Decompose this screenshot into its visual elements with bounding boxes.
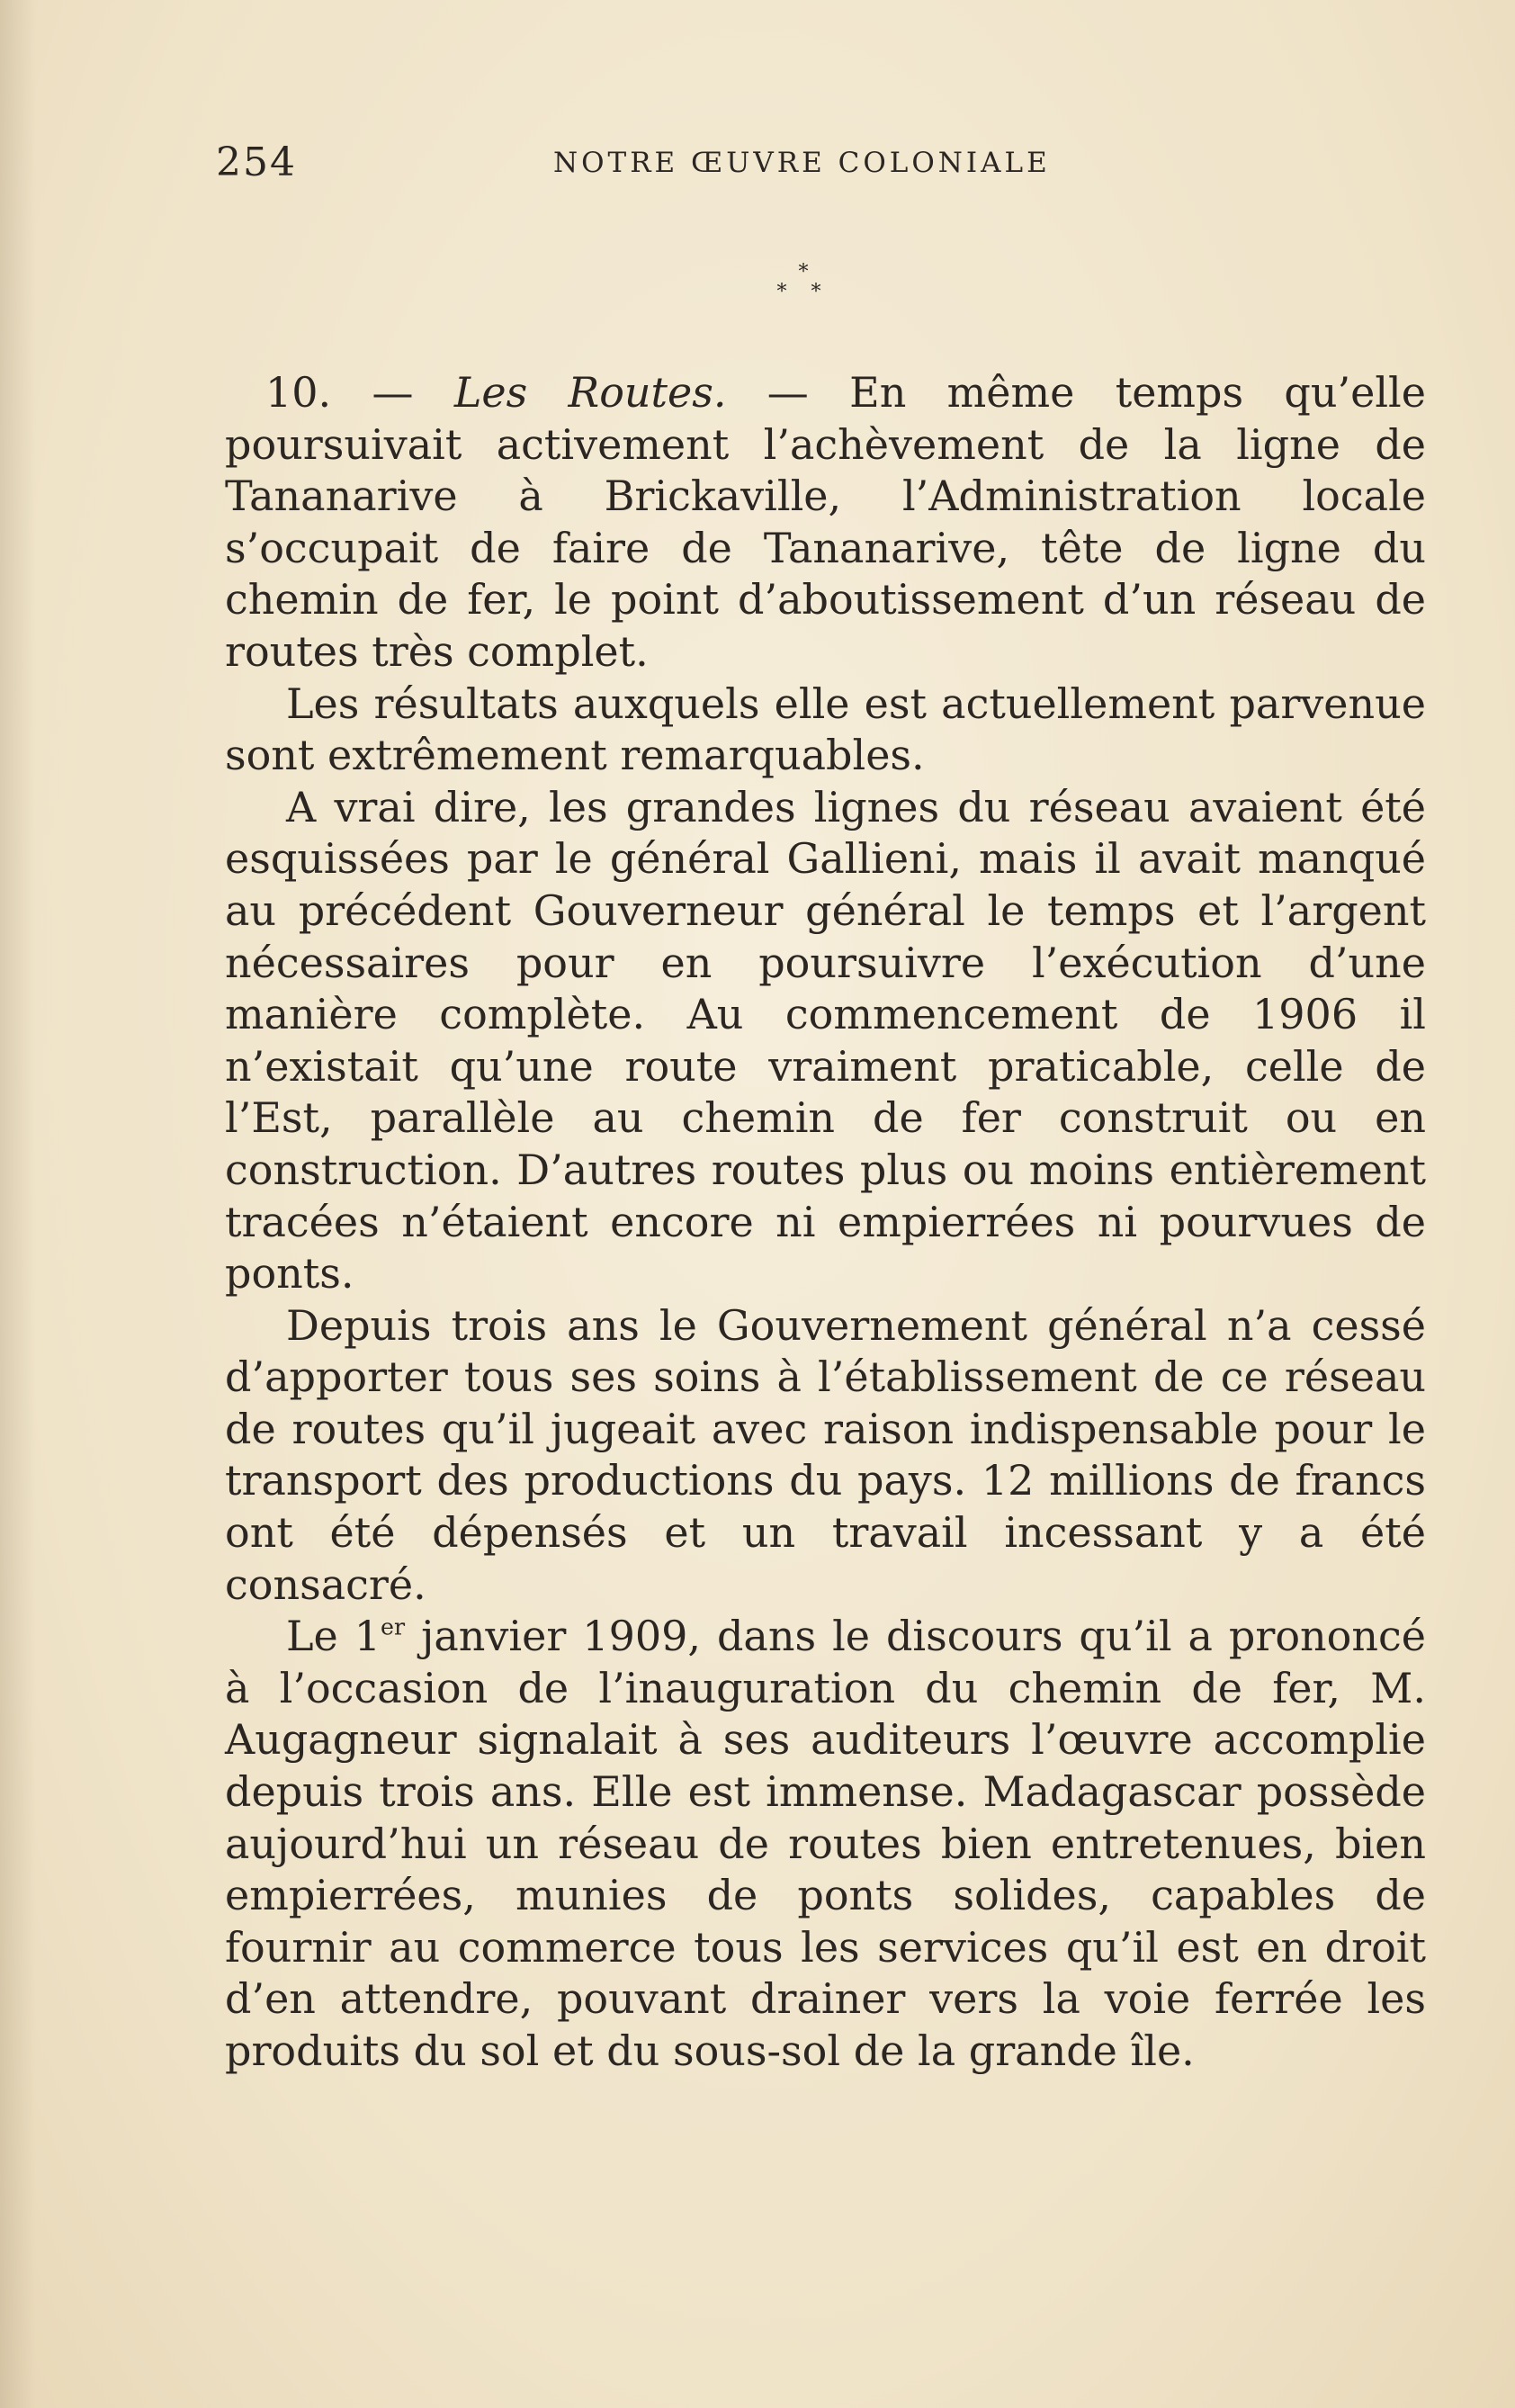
paragraph-5-text: janvier 1909, dans le discours qu’il a prononcé à l’occasion de l’inauguration du chemin de fer, M. Augagneur signalait à ses auditeurs l’œuvre accomplie depuis trois ans. Elle est immense. Madagascar possède aujourd’hui un réseau de routes bien entretenues, bien empierrées, munies de ponts solides, capables de fournir au commerce tous les services qu’il est en droit d’en attendre, pouvant drainer vers la voie ferrée les produits du sol et du sous-sol de la grande île. — [225, 1612, 1426, 2075]
body-text — [225, 367, 1426, 2078]
paragraph-5-start: Le 1 — [286, 1612, 381, 1661]
page-number: 254 — [216, 139, 297, 185]
asterism-bottom: * * — [776, 281, 830, 303]
section-title: Les Routes. — [453, 368, 727, 417]
section-dash: — — [726, 368, 850, 417]
paragraph-5 — [225, 1611, 1426, 2077]
ordinal-superscript: er — [381, 1613, 406, 1640]
paragraph-3: A vrai dire, les grandes lignes du réseau avaient été esquissées par le général Gallieni, mais il avait manqué au précédent Gouverneur général le temps et l’argent nécessaires pour en poursuivre l’exécution d’une manière complète. Au commencement de 1906 il n’existait qu’une route vraiment praticable, celle de l’Est, parallèle au chemin de fer construit ou en construction. D’autres routes plus ou moins entièrement tracées n’étaient encore ni empierrées ni pourvues de ponts. — [225, 782, 1426, 1298]
paragraph-4: Depuis trois ans le Gouvernement général n’a cessé d’apporter tous ses soins à l’établissement de ce réseau de routes qu’il jugeait avec raison indispensable pour le transport des productions du pays. 12 millions de francs ont été dépensés et un travail incessant y a été consacré. — [225, 1300, 1426, 1609]
section-number: 10. — — [265, 368, 414, 417]
page-header — [216, 139, 1421, 193]
paragraph-2: Les résultats auxquels elle est actuellement parvenue sont extrêmement remarquables. — [225, 678, 1426, 780]
page-gutter-shadow — [0, 0, 36, 2408]
paragraph-1 — [225, 367, 1426, 678]
paragraph-1-text: En même temps qu’elle poursuivait activement l’achèvement de la ligne de Tananarive à Brickaville, l’Administration locale s’occupait de faire de Tananarive, tête de ligne du chemin de fer, le point d’aboutissement d’un réseau de routes très complet. — [225, 368, 1426, 676]
running-title: NOTRE ŒUVRE COLONIALE — [553, 147, 1051, 179]
asterism-top: * — [798, 261, 809, 283]
asterism-separator — [776, 263, 830, 317]
